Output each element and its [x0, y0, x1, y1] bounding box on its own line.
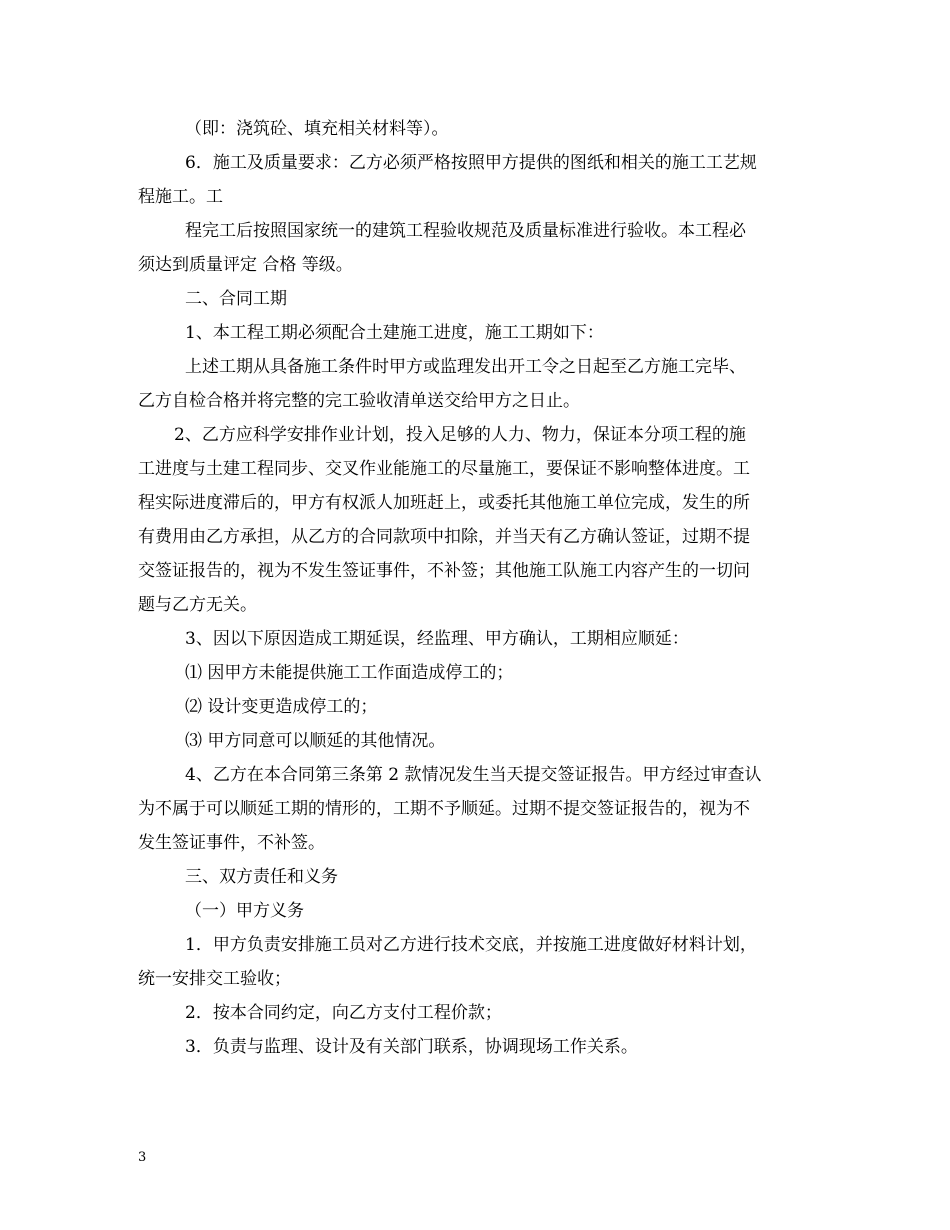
list-item: ⑴ 因甲方未能提供施工工作面造成停工的；	[185, 663, 514, 683]
text-line: 程完工后按照国家统一的建筑工程验收规范及质量标准进行验收。本工程必	[185, 221, 746, 241]
text-line: （即：浇筑砼、填充相关材料等）。	[185, 119, 449, 139]
text-line: 题与乙方无关。	[138, 595, 257, 615]
text-line: 程实际进度滞后的，甲方有权派人加班赶上，或委托其他施工单位完成，发生的所	[138, 493, 750, 513]
text-line: 须达到质量评定 合格 等级。	[138, 255, 353, 275]
text-line: 1、本工程工期必须配合土建施工进度，施工工期如下：	[185, 323, 604, 343]
list-item: ⑵ 设计变更造成停工的；	[185, 697, 378, 717]
document-body	[138, 112, 814, 1064]
text-line: 为不属于可以顺延工期的情形的，工期不予顺延。过期不提交签证报告的，视为不	[138, 799, 750, 819]
text-line: 工进度与土建工程同步、交叉作业能施工的尽量施工，要保证不影响整体进度。工	[138, 459, 750, 479]
text-line: 程施工。工	[138, 187, 223, 207]
section-heading: 二、合同工期	[185, 289, 287, 309]
text-line: 2．按本合同约定，向乙方支付工程价款；	[185, 1003, 502, 1023]
subsection-heading: （一）甲方义务	[185, 901, 304, 921]
section-heading: 三、双方责任和义务	[185, 867, 338, 887]
text-line: 上述工期从具备施工条件时甲方或监理发出开工令之日起至乙方施工完毕、	[185, 357, 746, 377]
text-line: 有费用由乙方承担，从乙方的合同款项中扣除，并当天有乙方确认签证，过期不提	[138, 527, 750, 547]
text-line: 乙方自检合格并将完整的完工验收清单送交给甲方之日止。	[138, 391, 580, 411]
text-line: 发生签证事件，不补签。	[138, 833, 325, 853]
list-item: ⑶ 甲方同意可以顺延的其他情况。	[185, 731, 446, 751]
page-number: 3	[138, 1150, 147, 1165]
text-line: 6．施工及质量要求：乙方必须严格按照甲方提供的图纸和相关的施工工艺规	[185, 153, 757, 173]
text-line: 1．甲方负责安排施工员对乙方进行技术交底，并按施工进度做好材料计划，	[185, 935, 757, 955]
text-line: 3．负责与监理、设计及有关部门联系，协调现场工作关系。	[185, 1037, 638, 1057]
text-line: 3、因以下原因造成工期延误，经监理、甲方确认，工期相应顺延：	[185, 629, 689, 649]
text-line: 交签证报告的，视为不发生签证事件，不补签；其他施工队施工内容产生的一切问	[138, 561, 750, 581]
text-line: 统一安排交工验收；	[138, 969, 291, 989]
text-line: 4、乙方在本合同第三条第 2 款情况发生当天提交签证报告。甲方经过审查认	[185, 765, 762, 785]
text-line: 2、乙方应科学安排作业计划，投入足够的人力、物力，保证本分项工程的施	[174, 425, 746, 445]
